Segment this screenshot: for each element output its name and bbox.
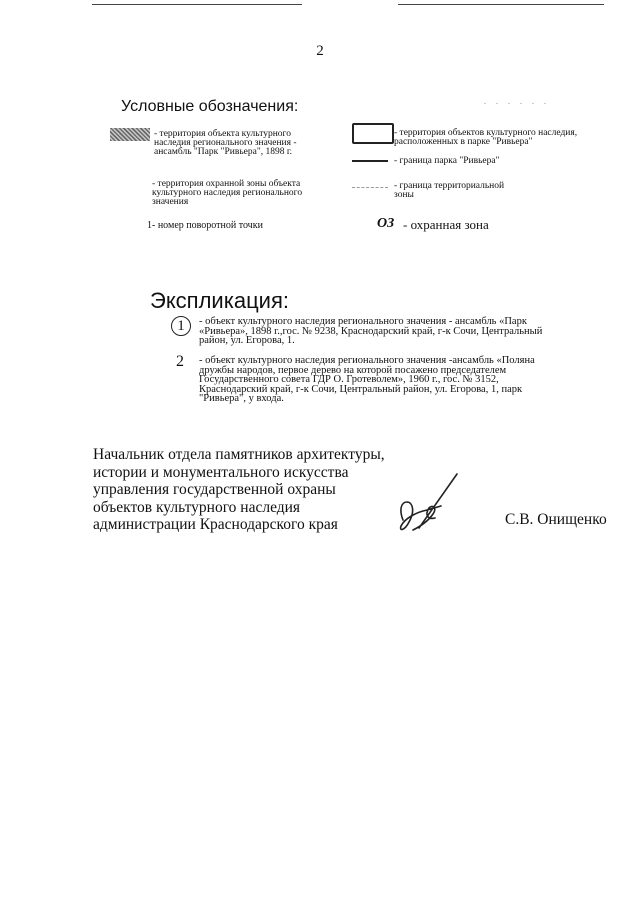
explication-item-1-text: - объект культурного наследия регионального значения - ансамбль «Парк «Ривьера», 1898 г.,гос. № 9238, Краснодарский край, г-к Сочи, Центральный район, ул. Егорова, 1. — [199, 316, 543, 346]
top-rule-left — [92, 4, 302, 5]
position-line: объектов культурного наследия — [93, 498, 301, 516]
legend-turning-point-text: 1- номер поворотной точки — [147, 220, 263, 231]
position-line: истории и монументального искусства — [93, 463, 349, 481]
page-number: 2 — [316, 43, 324, 59]
legend-protection-zone-text: - территория охранной зоны объекта культурного наследия регионального значения — [152, 179, 303, 207]
top-rule-right — [398, 4, 604, 5]
hatched-area-symbol — [110, 128, 150, 141]
rectangle-outline-symbol — [352, 123, 394, 144]
legend-zone-boundary-text: - граница территориальной зоны — [394, 181, 505, 200]
explication-title: Экспликация: — [150, 288, 289, 313]
oz-label: - охранная зона — [403, 217, 489, 232]
dashed-line-symbol — [352, 187, 388, 188]
position-line: Начальник отдела памятников архитектуры, — [93, 446, 385, 463]
position-line: управления государственной охраны — [93, 481, 336, 498]
legend-park-boundary-text: - граница парка "Ривьера" — [394, 156, 500, 166]
position-line: администрации Краснодарского края — [93, 516, 338, 533]
legend-culture-territory-text: - территория объекта культурного наследия регионального значения - ансамбль "Парк "Ривьера", 1898 г. — [154, 129, 297, 157]
handwritten-signature — [393, 468, 473, 548]
legend-objects-in-park-text: - территория объектов культурного наследия, расположенных в парке "Ривьера" — [394, 128, 578, 147]
signatory-position — [93, 446, 393, 534]
explication-item-2-text: - объект культурного наследия регионального значения -ансамбль «Поляна дружбы народов, первое дерево на которой посажено председателем Государственного совета ГДР О. Гротеволем», 1960 г., гос. № 3152, Краснодарский край, г-к Сочи, Центральный район, ул. Егорова, 1, парк "Ривьера", у входа. — [199, 355, 535, 404]
solid-line-symbol — [352, 160, 388, 162]
legend-title: Условные обозначения: — [121, 98, 299, 115]
oz-code: ОЗ — [377, 216, 395, 231]
scan-dots: . . . . . . — [484, 97, 550, 106]
explication-number-plain: 2 — [176, 353, 184, 370]
explication-number-circled: 1 — [171, 316, 191, 336]
signatory-name: С.В. Онищенко — [505, 511, 607, 528]
